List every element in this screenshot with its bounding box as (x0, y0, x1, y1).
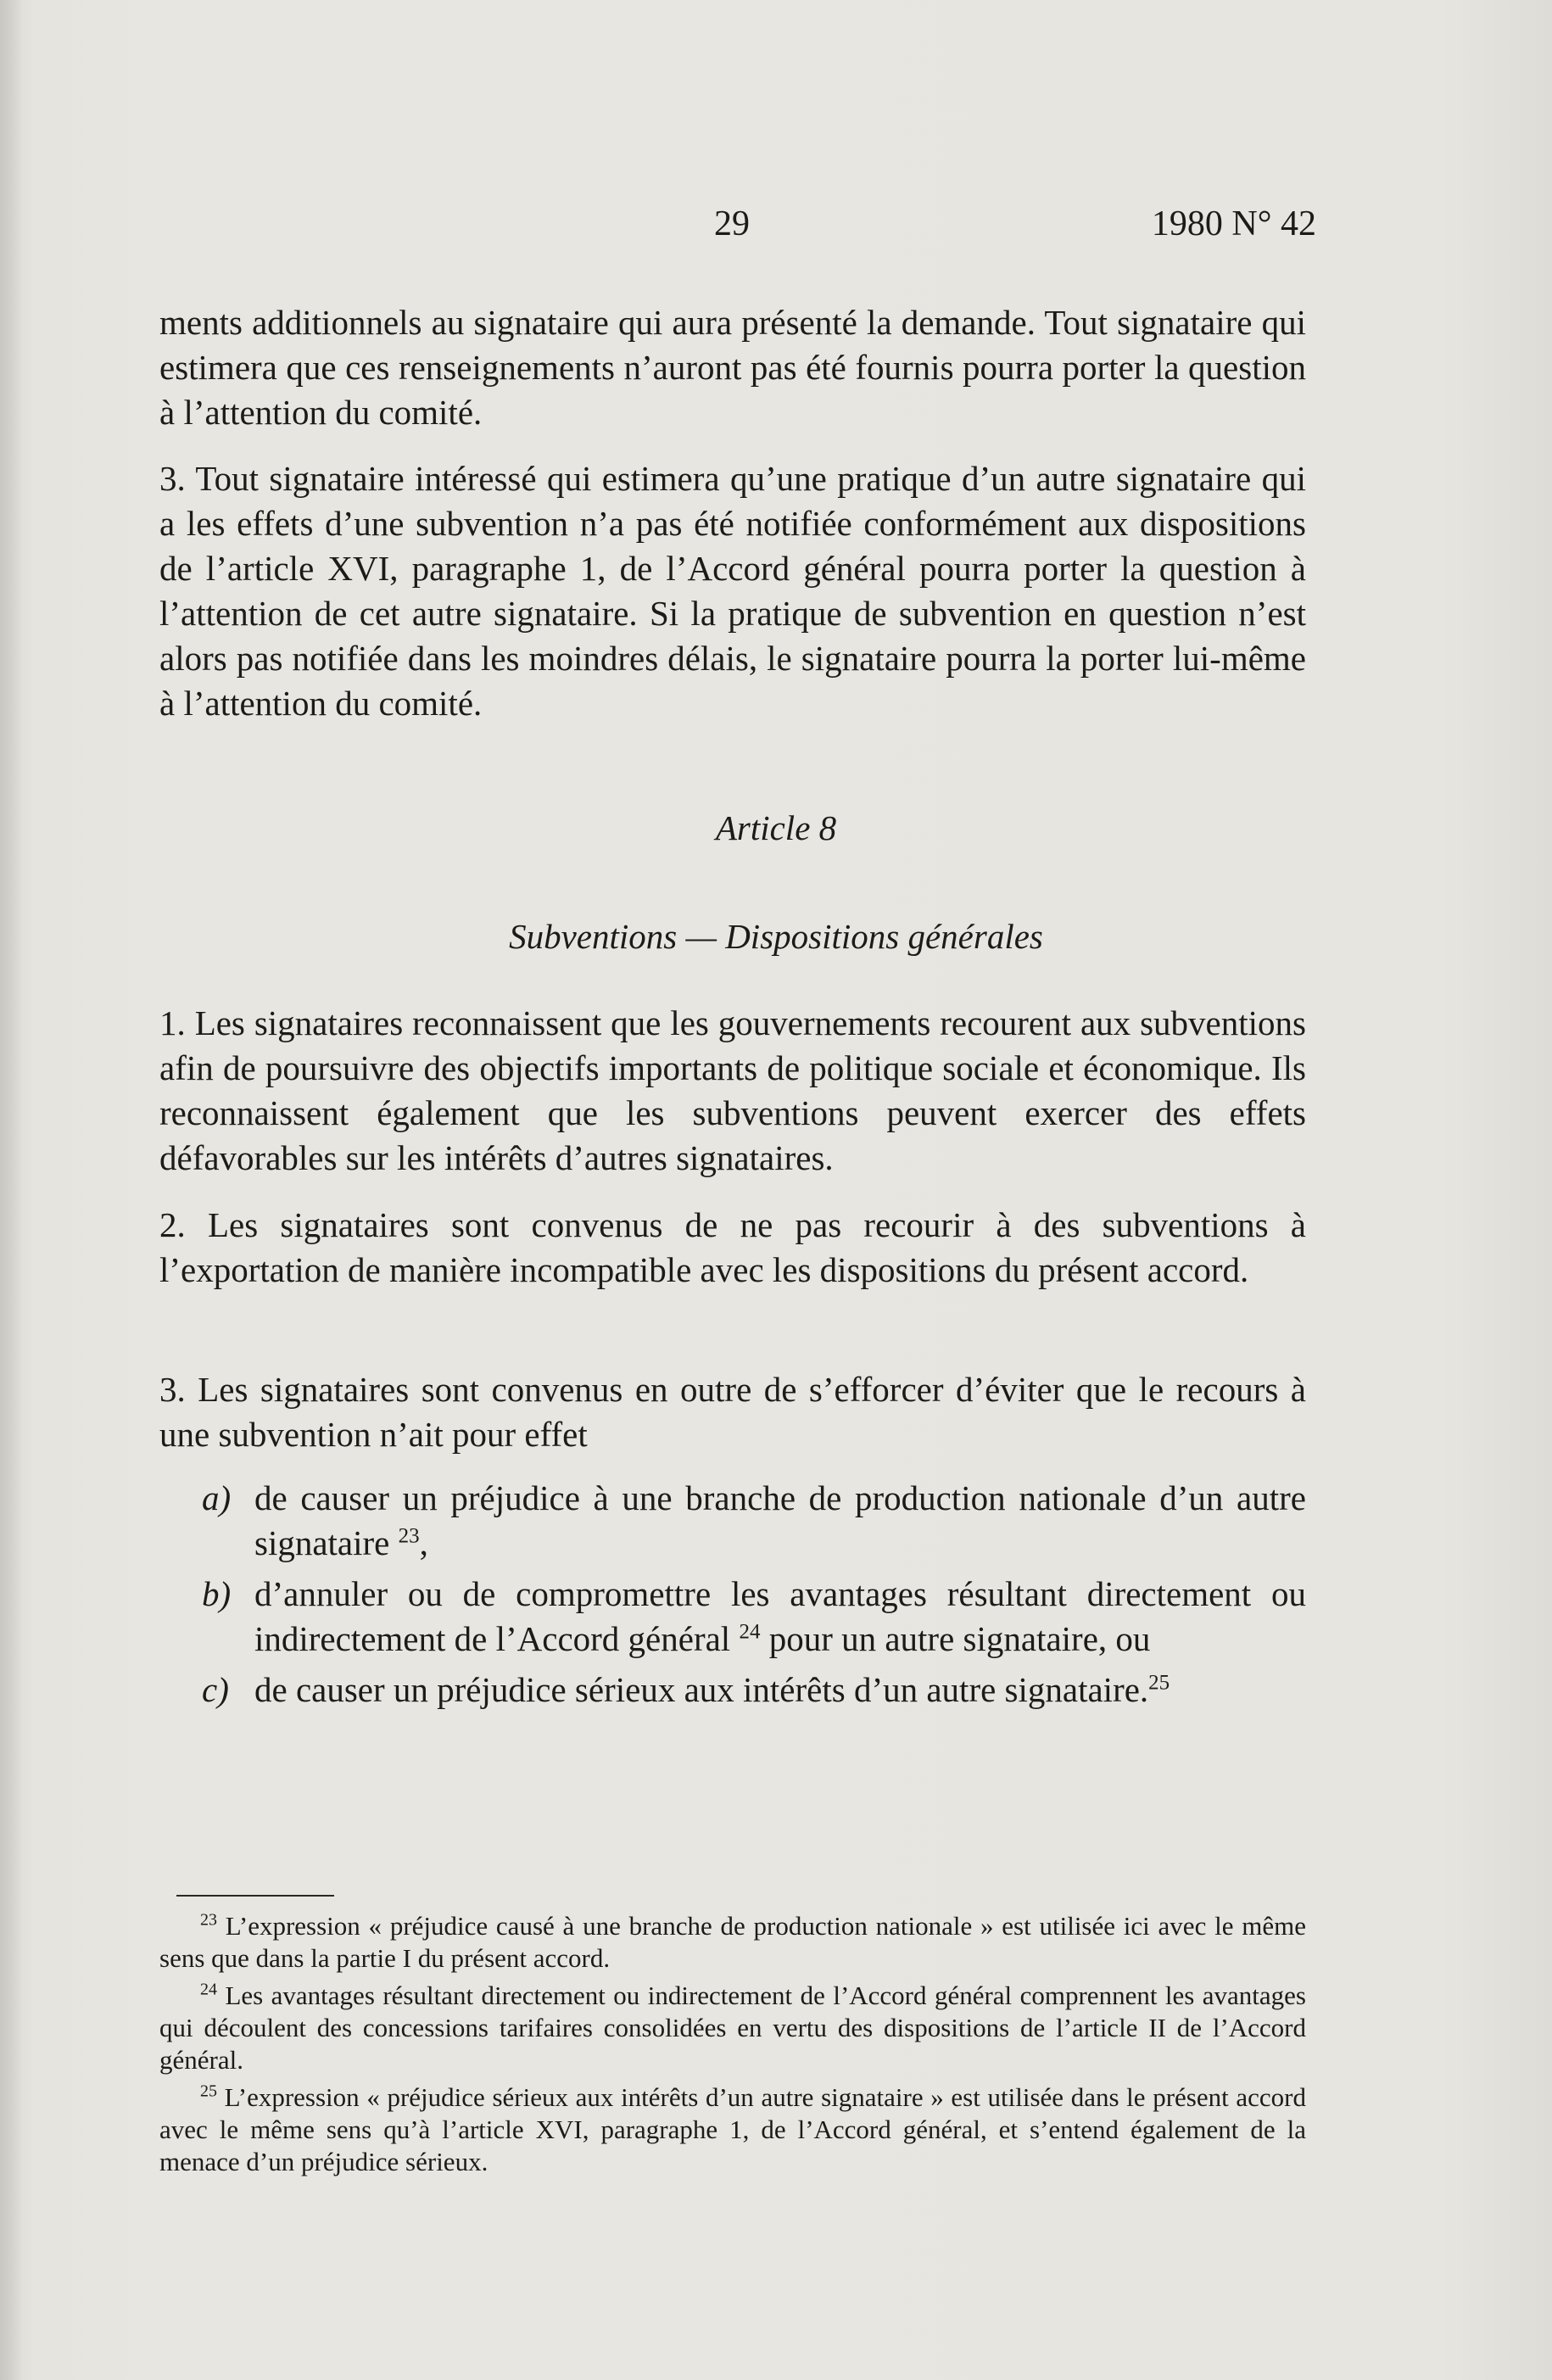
article-paragraph-2: 2. Les signataires sont convenus de ne pas recourir à des subventions à l’exportation de manière incompatible avec les dispositions du présent accord. (159, 1205, 1306, 1289)
document-reference: 1980 N° 42 (1151, 204, 1316, 243)
list-marker: a) (202, 1478, 232, 1517)
page-number: 29 (714, 204, 750, 243)
footnote-text: L’expression « préjudice causé à une branche de production nationale » est utilisée ici avec le même sens que dans la partie I du présent accord. (159, 1911, 1306, 1973)
footnote-reference: 24 (739, 1620, 761, 1644)
footnote-reference: 25 (1148, 1671, 1170, 1695)
footnote-number: 25 (200, 2081, 217, 2101)
footnote-divider (176, 1895, 334, 1897)
footnotes (159, 1910, 1306, 2178)
paragraph-3: 3. Tout signataire intéressé qui estimera qu’une pratique d’un autre signataire qui a les effets d’une subvention n’a pas été notifiée conformément aux dispositions de l’article XVI, paragraphe 1, de l’Accord général pourra porter la question à l’attention de cet autre signataire. Si la pratique de subvention en question n’est alors pas notifiée dans les moindres délais, le signataire pourra la porter lui-même à l’attention du comité. (159, 459, 1306, 723)
list-item-c (159, 1668, 1306, 1712)
list-marker: b) (202, 1574, 232, 1613)
list-item-text-end: pour un autre signataire, ou (760, 1619, 1151, 1658)
article-subtitle: Subventions — Dispositions générales (509, 917, 1043, 956)
list-marker: c) (202, 1670, 229, 1709)
footnote-25 (159, 2081, 1306, 2178)
list-item-text: de causer un préjudice à une branche de production nationale d’un autre signataire (254, 1478, 1306, 1562)
list-item-a (159, 1476, 1306, 1566)
list-item-b (159, 1572, 1306, 1662)
article-title: Article 8 (715, 808, 837, 847)
paragraph-continuation: ments additionnels au signataire qui aura présenté la demande. Tout signataire qui estimera que ces renseignements n’auront pas été fournis pourra porter la question à l’attention du comité. (159, 303, 1306, 432)
footnote-reference: 23 (398, 1524, 420, 1548)
effects-list (159, 1476, 1306, 1712)
list-item-text: de causer un préjudice sérieux aux intérêts d’un autre signataire. (254, 1670, 1149, 1709)
running-head (0, 204, 1552, 254)
page-binding-shadow (0, 0, 22, 2380)
list-item-punctuation: , (419, 1523, 428, 1562)
footnote-23 (159, 1910, 1306, 1975)
footnote-number: 24 (200, 1980, 217, 1999)
footnote-text: Les avantages résultant directement ou indirectement de l’Accord général comprennent les avantages qui découlent des concessions tarifaires consolidées en vertu des dispositions de l’article II de l’Accord général. (159, 1981, 1306, 2075)
footnote-text: L’expression « préjudice sérieux aux intérêts d’un autre signataire » est utilisée dans le présent accord avec le même sens qu’à l’article XVI, paragraphe 1, de l’Accord général, et s’entend également de la menace d’un préjudice sérieux. (159, 2082, 1306, 2176)
article-paragraph-3: 3. Les signataires sont convenus en outre de s’efforcer d’éviter que le recours à une subvention n’ait pour effet (159, 1370, 1306, 1454)
list-item-text: d’annuler ou de compromettre les avantages résultant directement ou indirectement de l’Accord général (254, 1574, 1306, 1658)
footnote-24 (159, 1980, 1306, 2076)
footnote-number: 23 (200, 1910, 217, 1930)
article-paragraph-1: 1. Les signataires reconnaissent que les gouvernements recourent aux subventions afin de poursuivre des objectifs importants de politique sociale et économique. Ils reconnaissent également que les subventions peuvent exercer des effets défavorables sur les intérêts d’autres signataires. (159, 1003, 1306, 1177)
